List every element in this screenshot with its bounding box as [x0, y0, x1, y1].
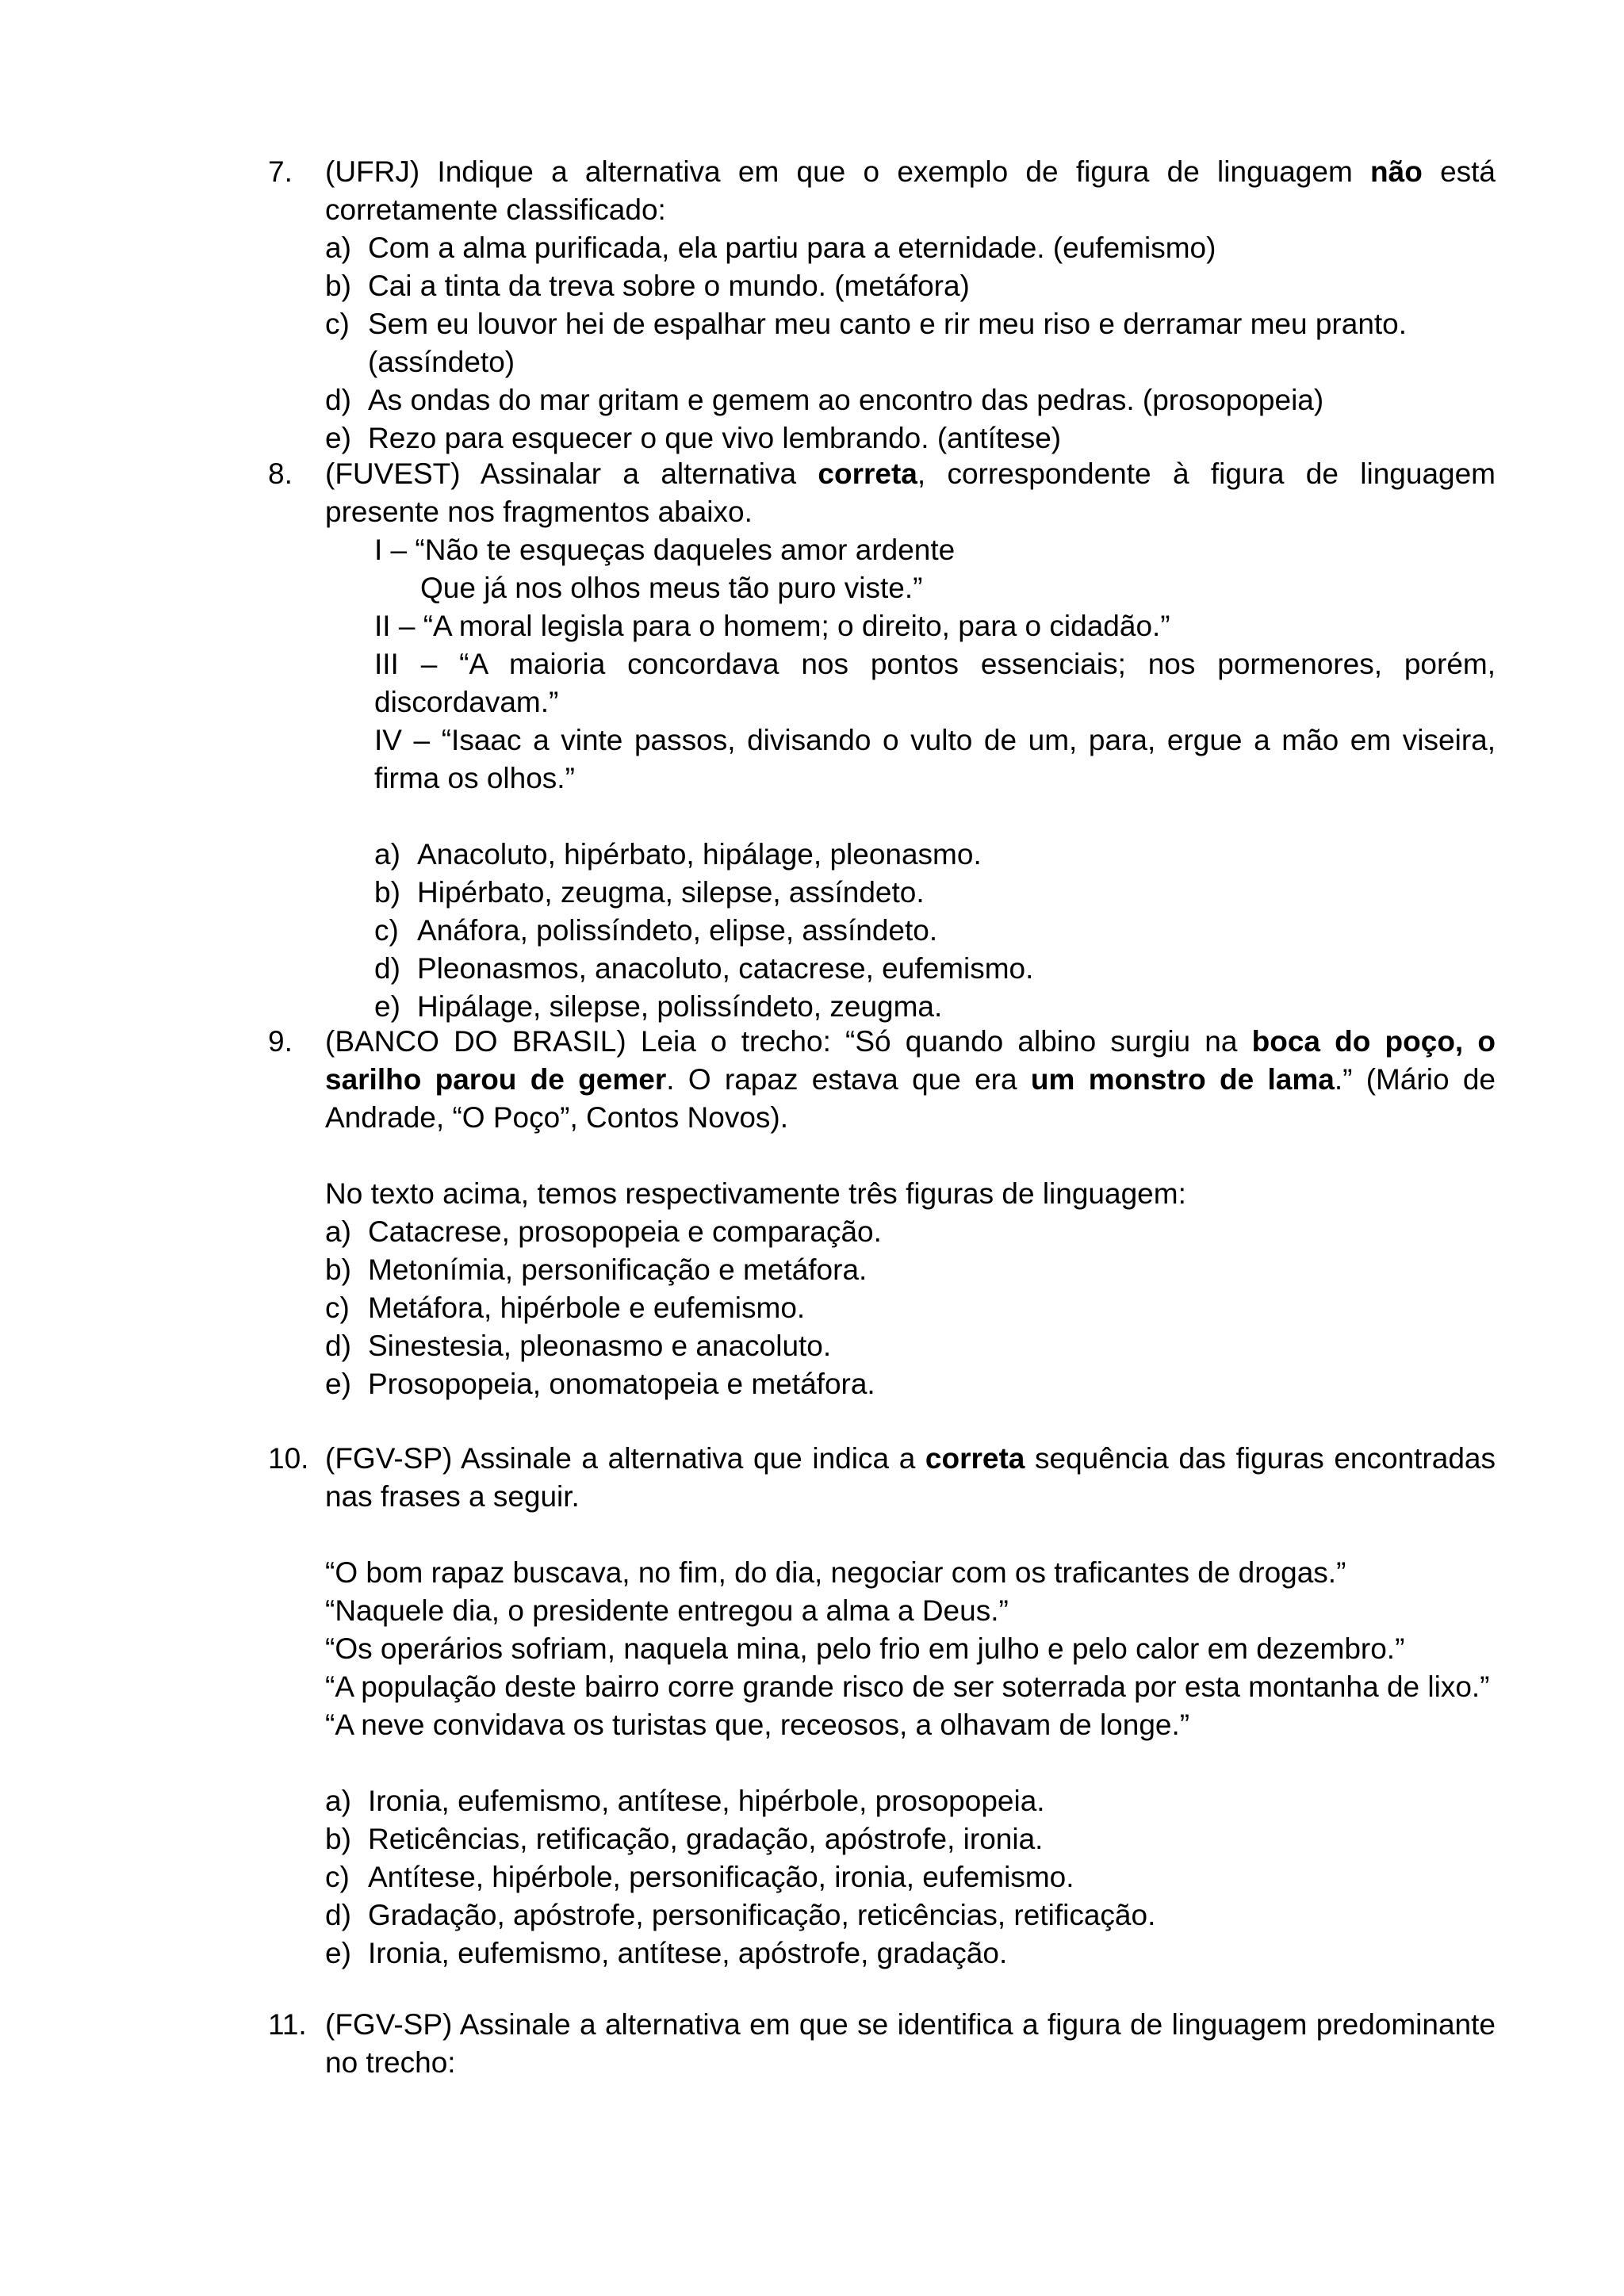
question-9-stem: 9. (BANCO DO BRASIL) Leia o trecho: “Só quando albino surgiu na boca do poço, o sarilho parou de gemer. O rapaz estava que era um monstro de lama.” (Mário de Andrade, “O Poço”, Contos Novos). [268, 1023, 1496, 1137]
option-a: a) Catacrese, prosopopeia e comparação. [325, 1215, 882, 1248]
option-b: b) Cai a tinta da treva sobre o mundo. (metáfora) [325, 270, 970, 302]
sentence: “O bom rapaz buscava, no fim, do dia, negociar com os traficantes de drogas.” [325, 1556, 1346, 1589]
fragment-4: IV – “Isaac a vinte passos, divisando o vulto de um, para, ergue a mão em viseira, firma os olhos.” [374, 724, 1496, 794]
sentence: “Os operários sofriam, naquela mina, pelo frio em julho e pelo calor em dezembro.” [325, 1632, 1405, 1665]
option-c: c) Anáfora, polissíndeto, elipse, assíndeto. [374, 914, 938, 947]
option-c: c) Antítese, hipérbole, personificação, ironia, eufemismo. [325, 1861, 1074, 1893]
question-number: 7. [268, 155, 293, 188]
fragment-3: III – “A maioria concordava nos pontos essenciais; nos pormenores, porém, discordavam.” [374, 648, 1496, 718]
fragment-2: II – “A moral legisla para o homem; o direito, para o cidadão.” [374, 610, 1170, 642]
question-10-sentences [268, 1554, 1496, 1744]
question-9-lead: No texto acima, temos respectivamente três figuras de linguagem: [325, 1177, 1186, 1210]
option-e: e) Ironia, eufemismo, antítese, apóstrofe, gradação. [325, 1937, 1008, 1969]
question-10-options [268, 1782, 1496, 1973]
option-b: b) Reticências, retificação, gradação, apóstrofe, ironia. [325, 1823, 1044, 1855]
emphasis: um monstro de lama [1030, 1063, 1335, 1096]
question-8-fragments [268, 531, 1496, 798]
question-7-options [268, 229, 1496, 457]
option-e: e) Prosopopeia, onomatopeia e metáfora. [325, 1368, 875, 1400]
fragment-1: I – “Não te esqueças daqueles amor ardente [374, 534, 956, 566]
question-8-stem: 8. (FUVEST) Assinalar a alternativa correta, correspondente à figura de linguagem presente nos fragmentos abaixo. [268, 455, 1496, 531]
emphasis: correta [925, 1442, 1025, 1475]
sentence: “A neve convidava os turistas que, receosos, a olhavam de longe.” [325, 1709, 1190, 1741]
option-b: b) Hipérbato, zeugma, silepse, assíndeto. [374, 876, 925, 909]
question-number: 8. [268, 457, 293, 490]
option-a: a) Anacoluto, hipérbato, hipálage, pleonasmo. [374, 838, 982, 871]
question-10 [268, 1440, 1496, 1973]
option-c: c) Sem eu louvor hei de espalhar meu canto e rir meu riso e derramar meu pranto. (assíndeto) [325, 308, 1408, 378]
option-d: d) As ondas do mar gritam e gemem ao encontro das pedras. (prosopopeia) [325, 384, 1324, 416]
question-11-stem: 11. (FGV-SP) Assinale a alternativa em que se identifica a figura de linguagem predominante no trecho: [268, 2006, 1496, 2082]
question-11 [268, 2006, 1496, 2082]
option-d: d) Pleonasmos, anacoluto, catacrese, eufemismo. [374, 952, 1034, 985]
question-9-options [268, 1213, 1496, 1403]
option-a: a) Com a alma purificada, ela partiu para a eternidade. (eufemismo) [325, 232, 1216, 264]
question-8-options [268, 836, 1496, 1026]
emphasis: correta [818, 457, 917, 490]
option-d: d) Gradação, apóstrofe, personificação, reticências, retificação. [325, 1899, 1156, 1931]
option-c: c) Metáfora, hipérbole e eufemismo. [325, 1292, 806, 1324]
question-9 [268, 1023, 1496, 1403]
option-b: b) Metonímia, personificação e metáfora. [325, 1253, 868, 1286]
question-number: 11. [268, 2008, 307, 2041]
question-10-stem: 10. (FGV-SP) Assinale a alternativa que indica a correta sequência das figuras encontradas nas frases a seguir. [268, 1440, 1496, 1516]
question-7 [268, 153, 1496, 457]
emphasis: não [1370, 155, 1423, 188]
emphasis: boca do poço, o sarilho parou de gemer [325, 1025, 1496, 1096]
option-a: a) Ironia, eufemismo, antítese, hipérbole, prosopopeia. [325, 1785, 1045, 1817]
question-8 [268, 455, 1496, 1026]
option-e: e) Hipálage, silepse, polissíndeto, zeugma. [374, 990, 943, 1023]
question-7-stem: 7. (UFRJ) Indique a alternativa em que o exemplo de figura de linguagem não está corretamente classificado: [268, 153, 1496, 229]
option-e: e) Rezo para esquecer o que vivo lembrando. (antítese) [325, 422, 1062, 454]
fragment-1-line-2: Que já nos olhos meus tão puro viste.” [420, 572, 923, 604]
option-d: d) Sinestesia, pleonasmo e anacoluto. [325, 1330, 832, 1362]
sentence: “Naquele dia, o presidente entregou a alma a Deus.” [325, 1594, 1009, 1627]
question-number: 9. [268, 1025, 293, 1058]
question-number: 10. [268, 1442, 309, 1475]
sentence: “A população deste bairro corre grande risco de ser soterrada por esta montanha de lixo.” [325, 1670, 1490, 1703]
